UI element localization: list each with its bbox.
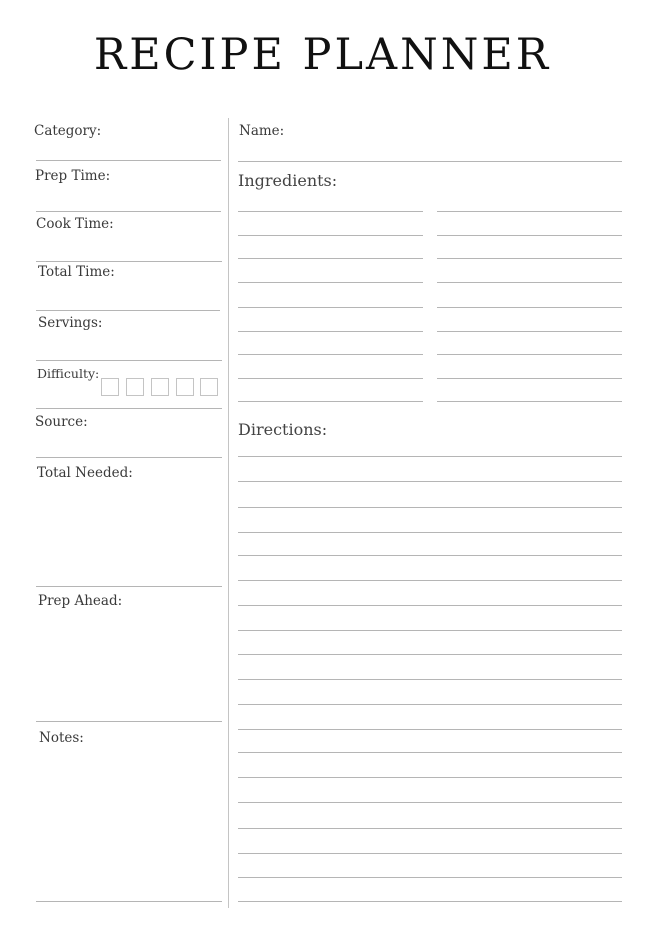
ingredient-line[interactable] <box>238 378 423 379</box>
ingredient-line[interactable] <box>437 282 622 283</box>
direction-line[interactable] <box>238 507 622 508</box>
servings-line[interactable] <box>36 360 222 361</box>
ingredient-line[interactable] <box>238 235 423 236</box>
difficulty-box-5[interactable] <box>200 378 218 396</box>
source-label: Source: <box>35 414 88 430</box>
total-time-line[interactable] <box>36 310 220 311</box>
ingredient-line[interactable] <box>238 282 423 283</box>
ingredient-line[interactable] <box>238 401 423 402</box>
ingredient-line[interactable] <box>238 211 423 212</box>
direction-line[interactable] <box>238 752 622 753</box>
difficulty-box-2[interactable] <box>126 378 144 396</box>
ingredient-line[interactable] <box>238 354 423 355</box>
difficulty-line <box>36 408 222 409</box>
direction-line[interactable] <box>238 580 622 581</box>
ingredient-line[interactable] <box>437 354 622 355</box>
servings-label: Servings: <box>38 315 103 331</box>
direction-line[interactable] <box>238 679 622 680</box>
total-needed-label: Total Needed: <box>37 465 133 481</box>
category-line[interactable] <box>36 160 221 161</box>
directions-heading: Directions: <box>238 420 328 439</box>
prep-ahead-label: Prep Ahead: <box>38 593 123 609</box>
direction-line[interactable] <box>238 605 622 606</box>
ingredient-line[interactable] <box>437 378 622 379</box>
prep-time-label: Prep Time: <box>35 168 111 184</box>
direction-line[interactable] <box>238 777 622 778</box>
name-label: Name: <box>239 123 285 139</box>
difficulty-label: Difficulty: <box>37 366 100 381</box>
ingredient-line[interactable] <box>437 258 622 259</box>
category-label: Category: <box>34 123 102 139</box>
direction-line[interactable] <box>238 828 622 829</box>
total-time-label: Total Time: <box>38 264 115 280</box>
ingredient-line[interactable] <box>437 331 622 332</box>
direction-line[interactable] <box>238 802 622 803</box>
direction-line[interactable] <box>238 555 622 556</box>
difficulty-box-3[interactable] <box>151 378 169 396</box>
direction-line[interactable] <box>238 704 622 705</box>
total-needed-line[interactable] <box>36 586 222 587</box>
direction-line[interactable] <box>238 532 622 533</box>
difficulty-box-4[interactable] <box>176 378 194 396</box>
ingredient-line[interactable] <box>437 307 622 308</box>
source-line[interactable] <box>36 457 222 458</box>
direction-line[interactable] <box>238 729 622 730</box>
ingredient-line[interactable] <box>437 211 622 212</box>
name-line[interactable] <box>238 161 622 162</box>
cook-time-line[interactable] <box>36 261 222 262</box>
ingredient-line[interactable] <box>238 258 423 259</box>
difficulty-box-1[interactable] <box>101 378 119 396</box>
prep-time-line[interactable] <box>36 211 221 212</box>
notes-line[interactable] <box>36 901 222 902</box>
direction-line[interactable] <box>238 481 622 482</box>
cook-time-label: Cook Time: <box>36 216 114 232</box>
notes-label: Notes: <box>39 730 84 746</box>
ingredient-line[interactable] <box>238 331 423 332</box>
ingredient-line[interactable] <box>437 235 622 236</box>
direction-line[interactable] <box>238 877 622 878</box>
direction-line[interactable] <box>238 853 622 854</box>
direction-line[interactable] <box>238 630 622 631</box>
ingredient-line[interactable] <box>238 307 423 308</box>
direction-line[interactable] <box>238 654 622 655</box>
column-divider <box>228 118 229 908</box>
page-title: RECIPE PLANNER <box>93 30 552 80</box>
direction-line[interactable] <box>238 456 622 457</box>
direction-line[interactable] <box>238 901 622 902</box>
ingredient-line[interactable] <box>437 401 622 402</box>
ingredients-heading: Ingredients: <box>238 171 338 190</box>
prep-ahead-line[interactable] <box>36 721 222 722</box>
